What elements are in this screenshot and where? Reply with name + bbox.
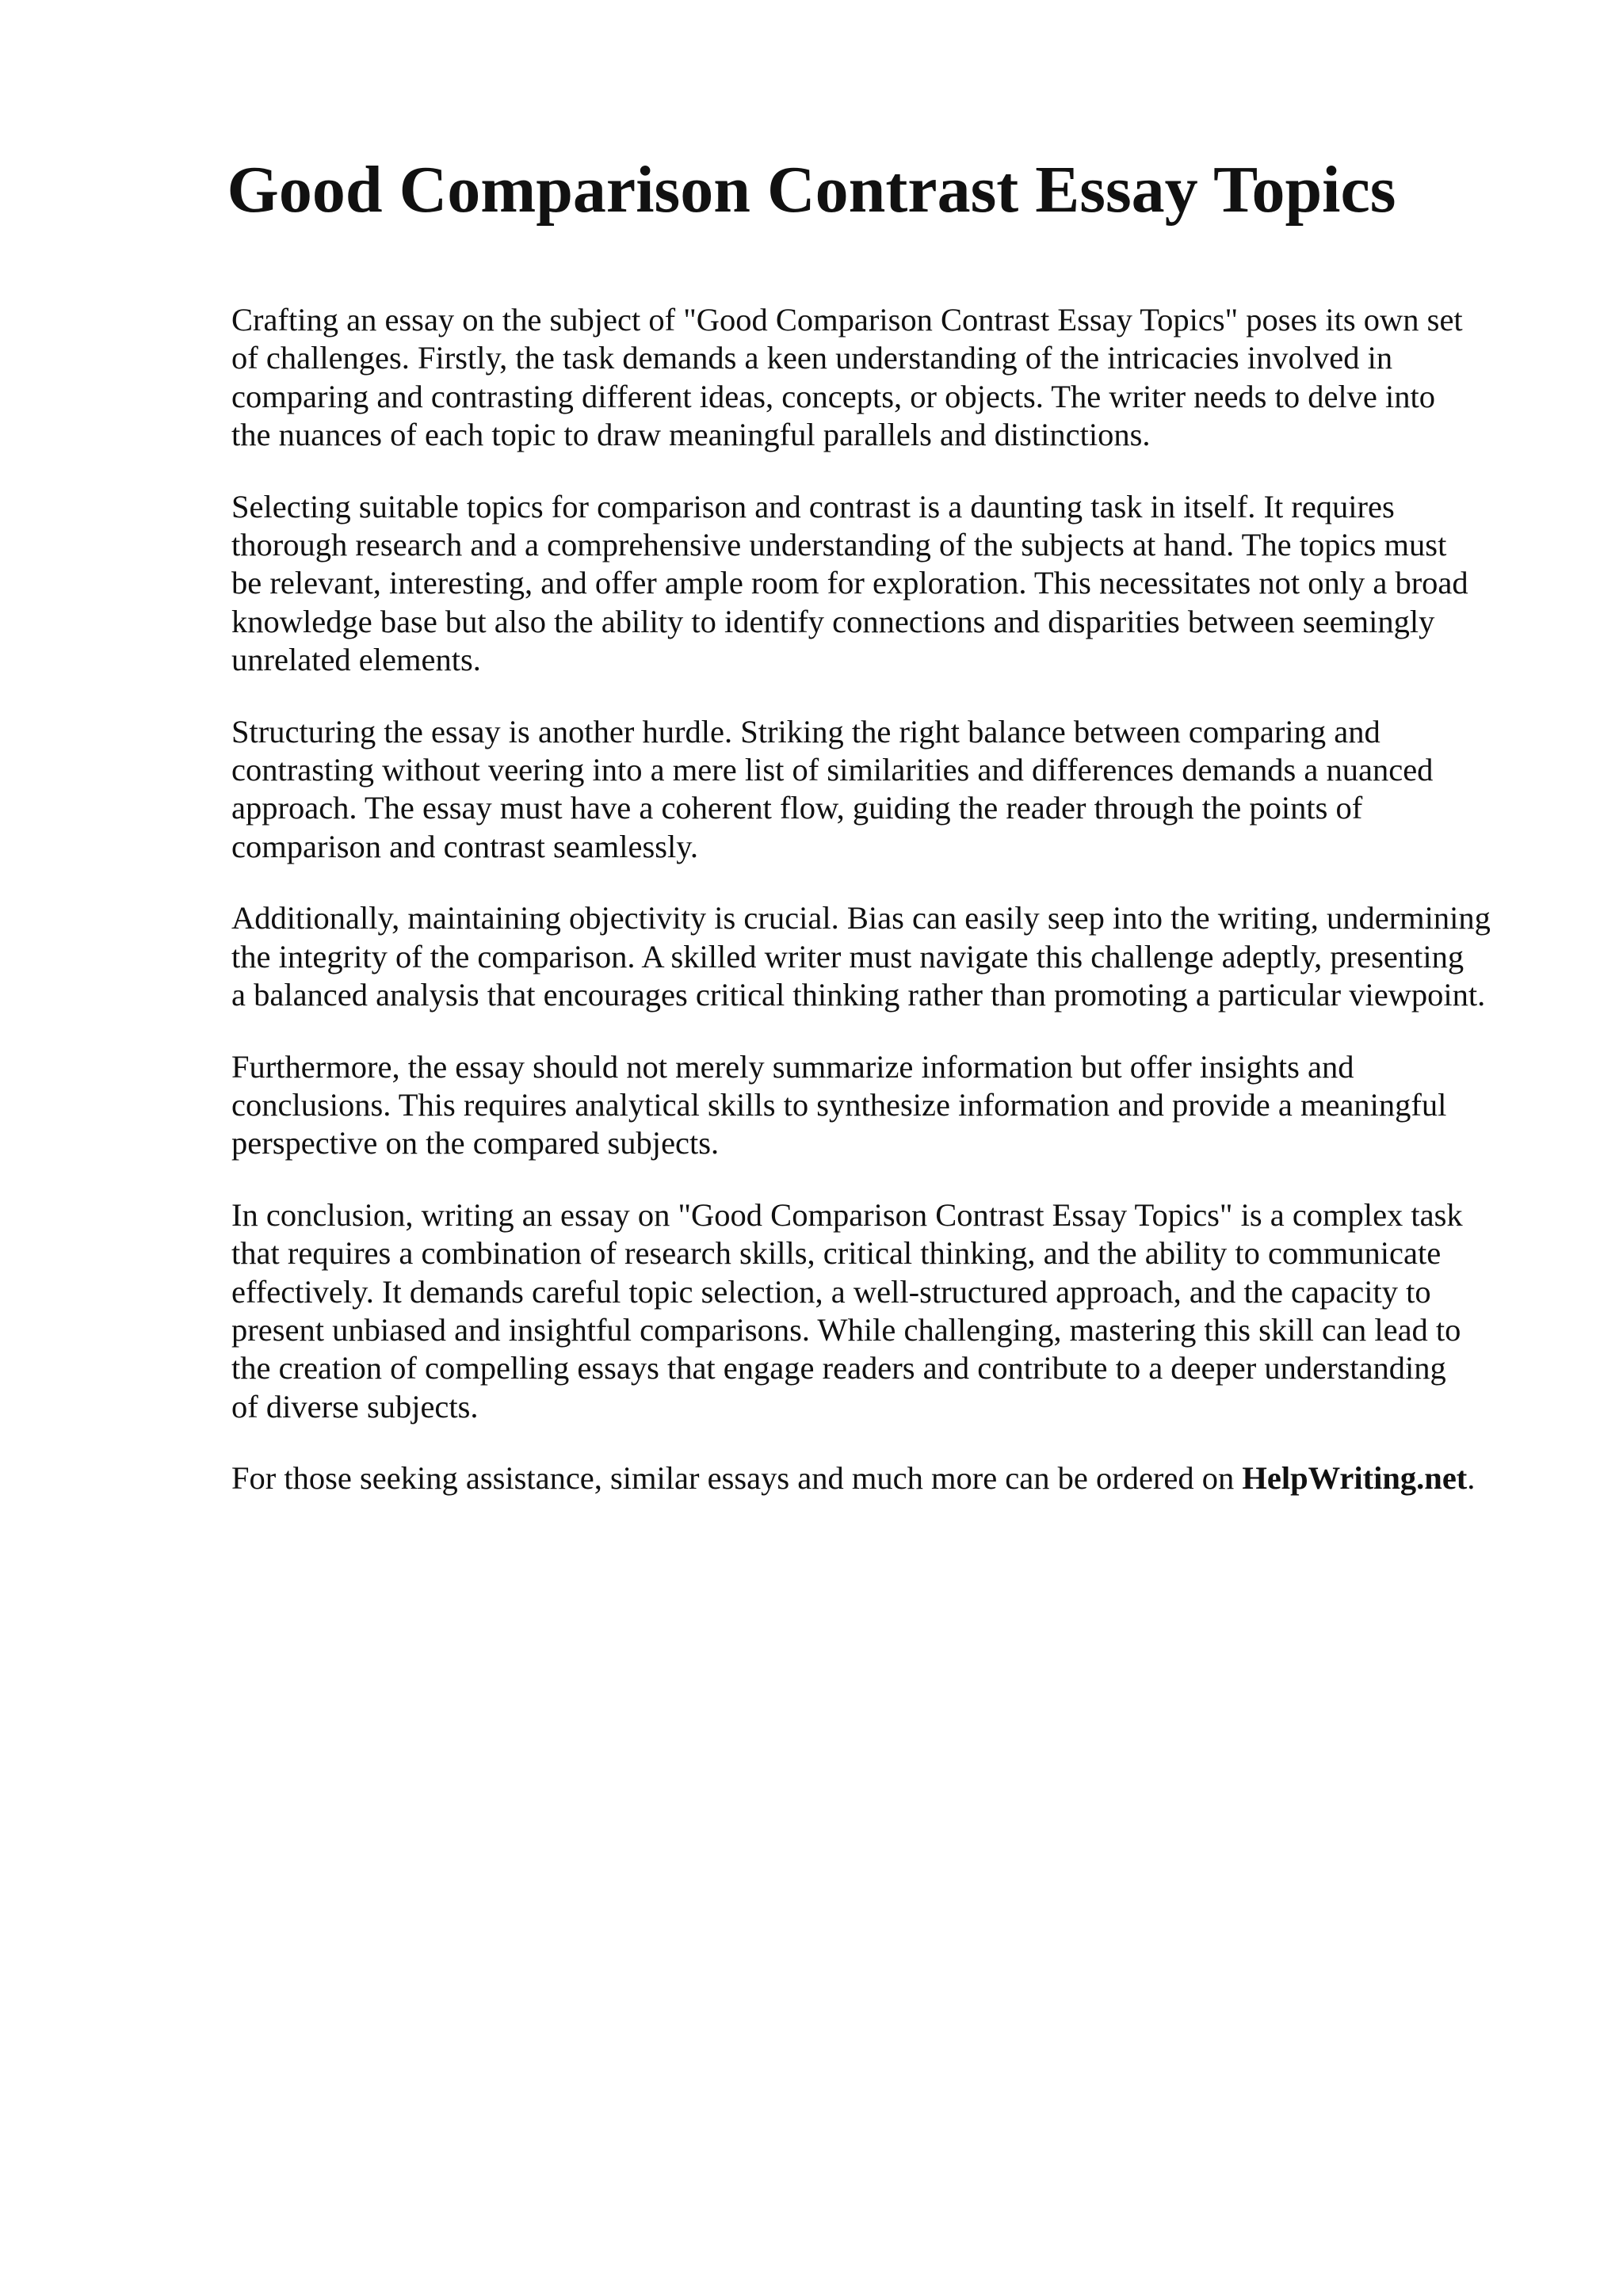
paragraph-line: Selecting suitable topics for comparison and contrast is a daunting task in itself. It requires [231,488,1395,524]
closing-text: For those seeking assistance, similar essays and much more can be ordered on [231,1460,1235,1497]
paragraph-line: a balanced analysis that encourages critical thinking rather than promoting a particular viewpoint. [231,977,1486,1013]
closing-paragraph [231,1459,1531,1497]
paragraph-line: Additionally, maintaining objectivity is crucial. Bias can easily seep into the writing, undermining [231,900,1491,936]
paragraph-line: conclusions. This requires analytical skills to synthesize information and provide a meaningful [231,1086,1447,1123]
paragraph-line: Furthermore, the essay should not merely summarize information but offer insights and [231,1048,1354,1085]
paragraph-line: knowledge base but also the ability to identify connections and disparities between seemingly [231,603,1435,639]
paragraph-line: be relevant, interesting, and offer ample room for exploration. This necessitates not only a broad [231,565,1468,601]
paragraph-line: comparison and contrast seamlessly. [231,828,698,864]
paragraph-line: In conclusion, writing an essay on "Good Comparison Contrast Essay Topics" is a complex task [231,1196,1463,1233]
paragraph-line: present unbiased and insightful comparisons. While challenging, mastering this skill can lead to [231,1311,1461,1348]
paragraph-line: contrasting without veering into a mere list of similarities and differences demands a nuanced [231,752,1434,788]
paragraph-line: approach. The essay must have a coherent flow, guiding the reader through the points of [231,790,1363,826]
paragraph-line: the nuances of each topic to draw meaningful parallels and distinctions. [231,417,1151,453]
paragraph-line: that requires a combination of research skills, critical thinking, and the ability to communicate [231,1235,1442,1272]
paragraph-line: comparing and contrasting different ideas, concepts, or objects. The writer needs to delve into [231,378,1436,414]
paragraph-2 [231,488,1531,680]
paragraph-line: the integrity of the comparison. A skilled writer must navigate this challenge adeptly, presenting [231,938,1465,974]
essay-body [231,301,1531,1531]
paragraph-6 [231,1196,1531,1426]
paragraph-line: Structuring the essay is another hurdle. Striking the right balance between comparing and [231,713,1381,749]
paragraph-line: Crafting an essay on the subject of "Good Comparison Contrast Essay Topics" poses its own set [231,302,1463,338]
page-title: Good Comparison Contrast Essay Topics [227,153,1396,227]
paragraph-4 [231,899,1531,1014]
closing-punctuation: . [1467,1460,1476,1497]
paragraph-1 [231,301,1531,455]
paragraph-3 [231,713,1531,867]
paragraph-line: perspective on the compared subjects. [231,1125,720,1161]
paragraph-5 [231,1048,1531,1163]
paragraph-line: the creation of compelling essays that engage readers and contribute to a deeper understanding [231,1350,1446,1386]
paragraph-line: of challenges. Firstly, the task demands a keen understanding of the intricacies involved in [231,340,1393,376]
brand-link[interactable]: HelpWriting.net [1242,1460,1468,1497]
paragraph-line: effectively. It demands careful topic selection, a well-structured approach, and the capacity to [231,1273,1431,1310]
paragraph-line: of diverse subjects. [231,1388,479,1425]
paragraph-line: unrelated elements. [231,642,481,678]
paragraph-line: thorough research and a comprehensive understanding of the subjects at hand. The topics must [231,527,1447,563]
